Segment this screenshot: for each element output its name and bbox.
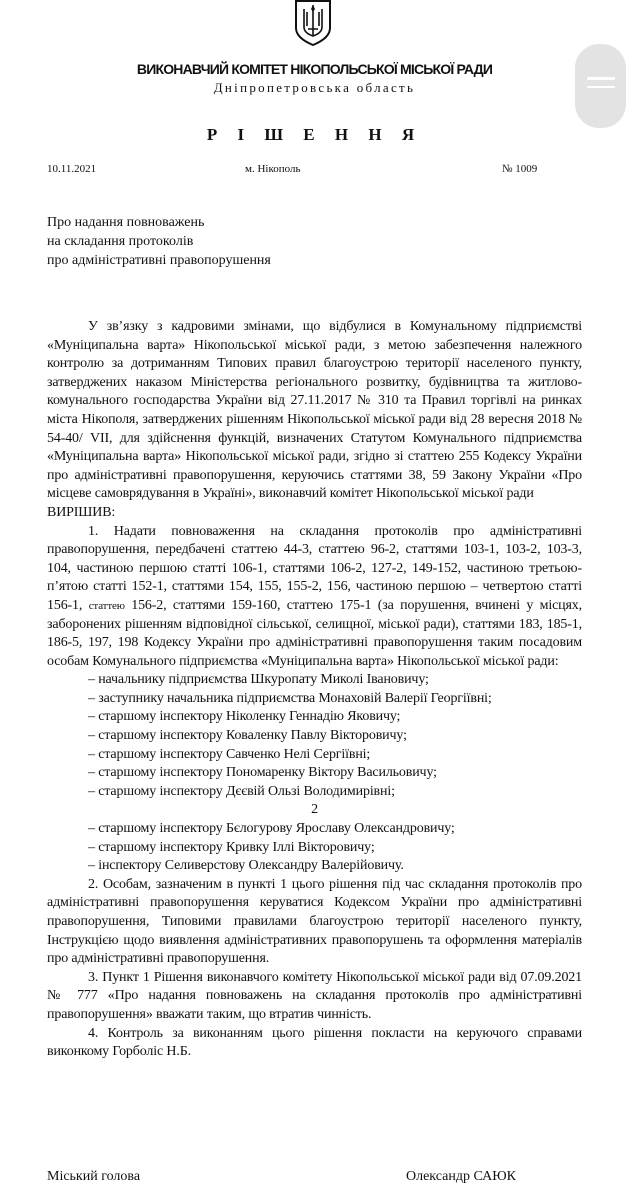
list-item: – начальнику підприємства Шкуропату Миколі Івановичу; — [88, 672, 429, 688]
list-item: – старшому інспектору Савченко Нелі Сергіївні; — [88, 746, 371, 762]
list-item: – старшому інспектору Бєлогурову Ярославу Олександровичу; — [88, 821, 455, 837]
list-item: – старшому інспектору Дєєвій Ользі Володимирівні; — [88, 783, 395, 799]
oblast-name: Дніпропетровська область — [213, 80, 416, 95]
document-body — [47, 318, 582, 1062]
document-subject — [47, 213, 271, 270]
hamburger-menu-button[interactable] — [575, 44, 626, 128]
list-item: – старшому інспектору Пономаренку Віктору Васильовичу; — [88, 765, 437, 781]
document-city: м. Нікополь — [245, 163, 301, 175]
signature-position: Міський голова — [47, 1169, 141, 1184]
list-item: – старшому інспектору Ніколенку Геннадію Яковичу; — [88, 709, 401, 725]
subject-line: Про надання повноважень — [47, 215, 205, 230]
council-name: ВИКОНАВЧИЙ КОМІТЕТ НІКОПОЛЬСЬКОЇ МІСЬКОЇ РАДИ — [136, 61, 493, 77]
decided-heading: ВИРІШИВ: — [47, 504, 116, 520]
document-date: 10.11.2021 — [47, 163, 97, 175]
hamburger-menu-icon — [587, 77, 615, 80]
item-4: 4. Контроль за виконанням цього рішення покласти на керуючого справами виконкому Горболіс Н.Б. — [47, 1025, 582, 1060]
item-3: 3. Пункт 1 Рішення виконавчого комітету Нікопольської міської ради від 07.09.2021 № 777 «Про надання повноважень на складання протоколів про адміністративні правопорушення» вважати таким, що втратив чинність. — [47, 969, 582, 1022]
item-1-small: статтею — [88, 599, 125, 612]
item-2: 2. Особам, зазначеним в пункті 1 цього рішення під час складання протоколів про адміністративні правопорушення керуватися Кодексом України про адміністративні правопорушення, Типовими правилами благоустрою території населеного пункту, Інструкцією щодо виявлення адміністративних правопорушень та оформлення матеріалів про адміністративні правопорушення. — [47, 876, 582, 967]
document-number: № 1009 — [502, 163, 538, 175]
list-item: – інспектору Селиверстову Олександру Валерійовичу. — [88, 858, 404, 874]
list-item: – старшому інспектору Коваленку Павлу Вікторовичу; — [88, 728, 407, 744]
item-1-rest: 156-2, статтями 159-160, статтею 175-1 (за порушення, вчинені у місцях, заборонених рішенням відповідної сільської, селищної, міської ради), статтями 183, 185-1, 186-5, 197, 198 Кодексу України про адміністративні правопорушення таким посадовим особам Комунального підприємства «Муніципальна варта» Нікопольської міської ради: — [47, 597, 582, 669]
signature-name: Олександр САЮК — [406, 1169, 516, 1184]
coat-of-arms-icon — [293, 0, 333, 46]
document-type: Р І Ш Е Н Н Я — [206, 125, 423, 144]
subject-line: про адміністративні правопорушення — [47, 253, 271, 268]
list-item: – старшому інспектору Кривку Іллі Вікторовичу; — [88, 839, 375, 855]
item-1-start: 1. Надати повноваження на складання протоколів про адміністративні правопорушення, передбачені статтею 44-3, статтею 96-2, статтями 103-1, 103-2, 103-3, 104, частиною першою статті 106-1, статтями 106-2, 127-2, 149-152, частиною третьою-п’ятою статті 152-1, статтями 154, 155, 155-2, 156, частиною першою – четвертою статті 156-1, — [47, 523, 582, 613]
subject-line: на складання протоколів — [47, 234, 194, 249]
persons-list-continued — [47, 820, 582, 876]
preamble: У зв’язку з кадровими змінами, що відбулися в Комунальному підприємстві «Муніципальна варта» Нікопольської міської ради, з метою забезпечення належного контролю за дотриманням Типових правил благоустрою території населеного пункту, затверджених наказом Міністерства регіонального розвитку, будівництва та житлово-комунального господарства України від 27.11.2017 № 310 та Правил торгівлі на ринках міста Нікополя, затверджених рішенням Нікопольської міської ради від 28 вересня 2018 № 54-40/ VII, для здійснення функцій, визначених Статутом Комунального підприємства «Муніципальна варта» Нікопольської міської ради, згідно зі статтею 255 Кодексу України про адміністративні правопорушення, керуючись статтями 38, 59 Закону України «Про місцеве самоврядування в Україні», виконавчий комітет Нікопольської міської ради — [47, 319, 582, 502]
persons-list — [47, 671, 582, 801]
page-number: 2 — [311, 802, 318, 818]
list-item: – заступнику начальника підприємства Монаховій Валерії Георгіївні; — [88, 690, 492, 706]
item-1 — [47, 523, 582, 672]
hamburger-menu-icon — [587, 86, 615, 89]
